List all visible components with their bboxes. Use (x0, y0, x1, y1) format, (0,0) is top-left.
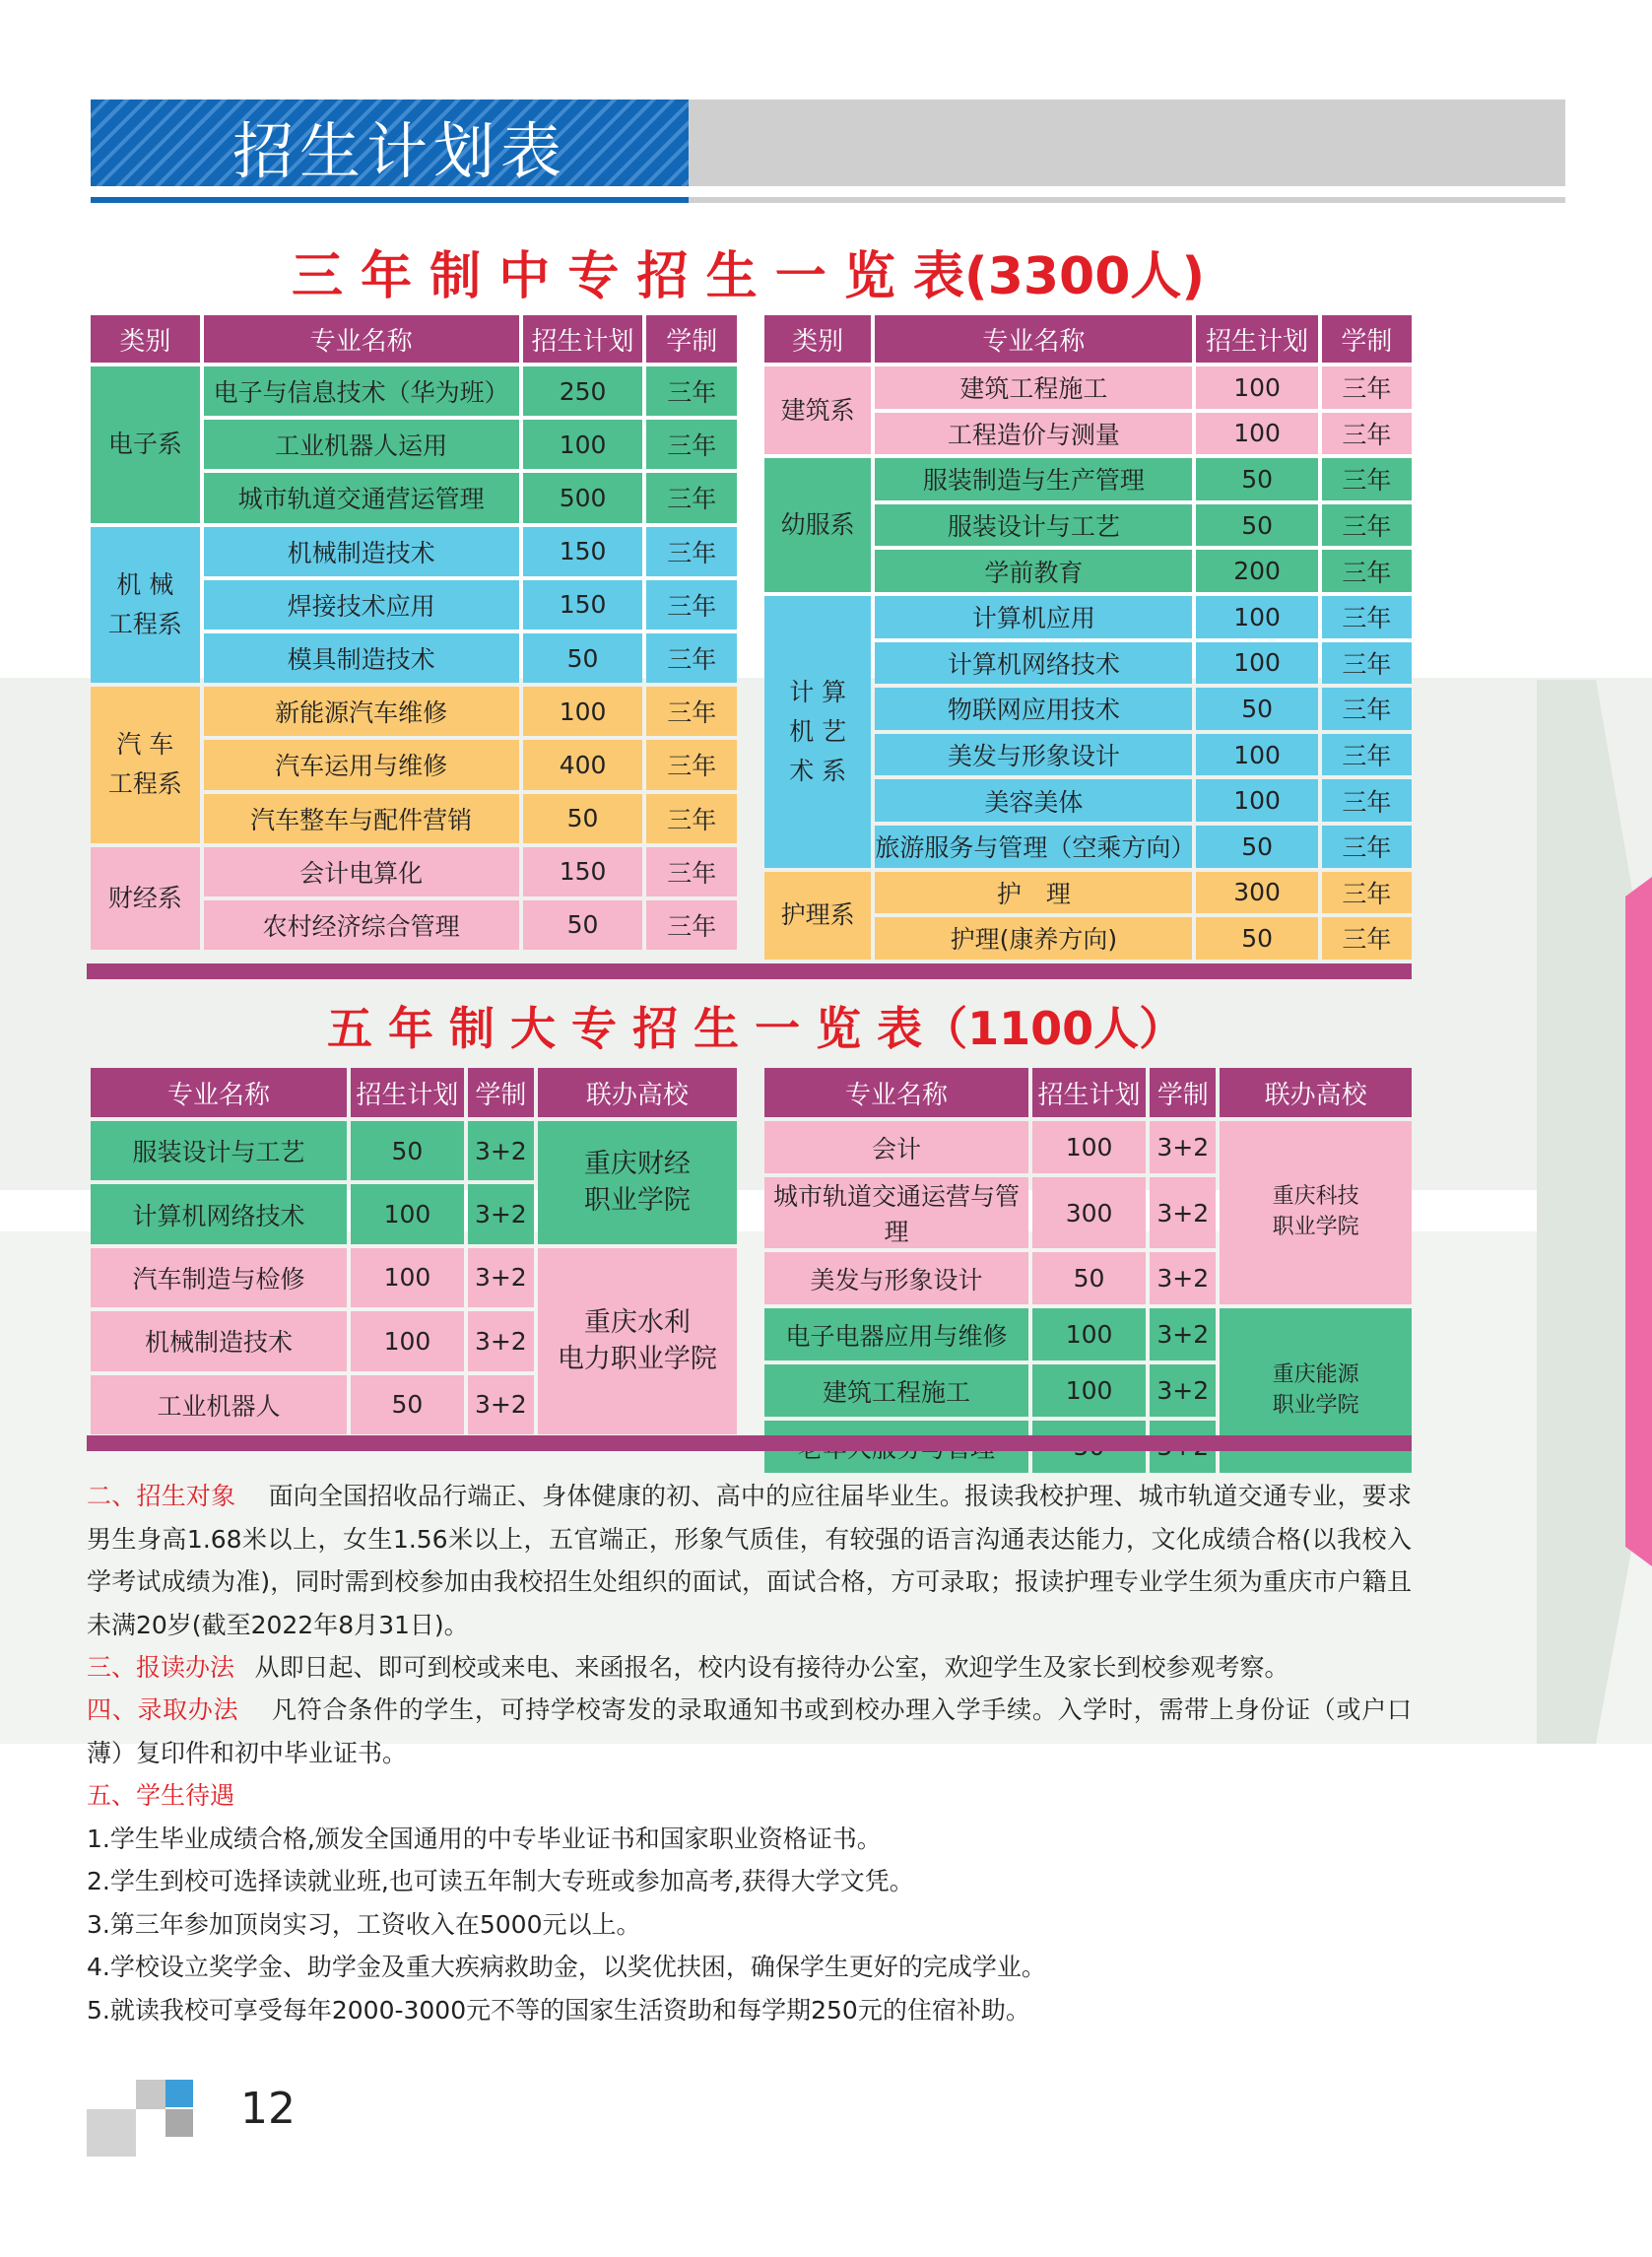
table-row (764, 366, 1412, 409)
major-cell: 城市轨道交通营运管理 (204, 473, 519, 522)
length-cell: 三年 (646, 794, 737, 843)
table-header-college: 联办高校 (538, 1068, 737, 1117)
plan-cell: 50 (1032, 1252, 1146, 1304)
section-4-body: 凡符合条件的学生，可持学校寄发的录取通知书或到校办理入学手续。入学时，需带上身份证（或户口薄）复印件和初中毕业证书。 (87, 1695, 1412, 1767)
table-header-major: 专业名称 (204, 315, 519, 363)
major-cell: 建筑工程施工 (875, 366, 1192, 409)
length-cell: 三年 (1322, 596, 1412, 638)
length-cell: 三年 (1322, 550, 1412, 592)
plan-cell: 150 (523, 847, 643, 896)
major-cell: 旅游服务与管理（空乘方向） (875, 826, 1192, 868)
plan-cell: 50 (523, 900, 643, 950)
major-cell: 电子与信息技术（华为班） (204, 366, 519, 416)
plan-cell: 50 (523, 794, 643, 843)
length-cell: 三年 (646, 687, 737, 736)
table-header-plan: 招生计划 (523, 315, 643, 363)
section-apply-method (87, 1646, 1412, 1690)
length-cell: 3+2 (468, 1184, 534, 1243)
plan-cell: 100 (351, 1184, 464, 1243)
major-cell: 计算机应用 (875, 596, 1192, 638)
category-cell: 汽 车 工程系 (91, 687, 200, 843)
length-cell: 3+2 (468, 1121, 534, 1180)
plan-cell: 50 (1196, 458, 1318, 500)
major-cell: 模具制造技术 (204, 633, 519, 683)
major-cell: 服装设计与工艺 (875, 504, 1192, 547)
table-header-length: 学制 (1150, 1068, 1216, 1117)
arrow-decoration (1537, 680, 1652, 1744)
footer-square-gray-mid (136, 2080, 165, 2109)
footer-square-gray-small (165, 2109, 193, 2137)
major-cell: 工业机器人 (91, 1375, 347, 1434)
table-header-category: 类别 (91, 315, 200, 363)
major-cell: 机械制造技术 (91, 1311, 347, 1370)
major-cell: 物联网应用技术 (875, 688, 1192, 730)
table-header-major: 专业名称 (764, 1068, 1028, 1117)
plan-cell: 100 (523, 420, 643, 469)
three-year-table-left (87, 311, 741, 954)
plan-cell: 100 (351, 1248, 464, 1307)
section-3-label: 三、报读办法 (87, 1653, 235, 1682)
length-cell: 三年 (1322, 413, 1412, 455)
major-cell: 农村经济综合管理 (204, 900, 519, 950)
table-header-category: 类别 (764, 315, 871, 363)
major-cell: 焊接技术应用 (204, 580, 519, 630)
category-cell: 建筑系 (764, 366, 871, 454)
length-cell: 3+2 (1150, 1364, 1216, 1417)
benefit-item: 3.第三年参加顶岗实习，工资收入在5000元以上。 (87, 1909, 641, 1939)
length-cell: 3+2 (1150, 1308, 1216, 1361)
length-cell: 三年 (1322, 642, 1412, 685)
plan-cell: 100 (1196, 366, 1318, 409)
length-cell: 三年 (646, 633, 737, 683)
plan-cell: 100 (1196, 734, 1318, 776)
benefit-item: 1.学生毕业成绩合格,颁发全国通用的中专毕业证书和国家职业资格证书。 (87, 1824, 882, 1853)
plan-cell: 50 (351, 1375, 464, 1434)
major-cell: 会计电算化 (204, 847, 519, 896)
table-row (91, 687, 737, 736)
length-cell: 三年 (1322, 872, 1412, 914)
plan-cell: 100 (1196, 779, 1318, 822)
length-cell: 3+2 (1150, 1252, 1216, 1304)
five-year-table-left (87, 1064, 741, 1438)
table-header-plan: 招生计划 (351, 1068, 464, 1117)
college-cell: 重庆科技 职业学院 (1220, 1121, 1412, 1304)
college-cell: 重庆能源 职业学院 (1220, 1308, 1412, 1473)
length-cell: 三年 (646, 580, 737, 630)
college-cell: 重庆水利 电力职业学院 (538, 1248, 737, 1434)
table-row (764, 1121, 1412, 1173)
major-cell: 工程造价与测量 (875, 413, 1192, 455)
length-cell: 三年 (1322, 917, 1412, 960)
section-2-body: 面向全国招收品行端正、身体健康的初、高中的应往届毕业生。报读我校护理、城市轨道交通专业，要求男生身高1.68米以上，女生1.56米以上，五官端正，形象气质佳，有较强的语言沟通表达能力，文化成绩合格(以我校入学考试成绩为准)，同时需到校参加由我校招生处组织的面试，面试合格，方可录取；报读护理专业学生须为重庆市户籍且未满20岁(截至2022年8月31日)。 (87, 1482, 1412, 1639)
length-cell: 三年 (1322, 458, 1412, 500)
length-cell: 3+2 (468, 1248, 534, 1307)
section-admission-method (87, 1689, 1412, 1774)
page-number: 12 (240, 2084, 296, 2134)
plan-cell: 300 (1032, 1177, 1146, 1248)
plan-cell: 500 (523, 473, 643, 522)
table-header-length: 学制 (468, 1068, 534, 1117)
plan-cell: 100 (523, 687, 643, 736)
header-underline-gray (689, 197, 1565, 203)
plan-cell: 250 (523, 366, 643, 416)
table-row (764, 458, 1412, 500)
plan-cell: 100 (1032, 1121, 1146, 1173)
table-header-major: 专业名称 (91, 1068, 347, 1117)
major-cell: 服装制造与生产管理 (875, 458, 1192, 500)
major-cell: 美发与形象设计 (875, 734, 1192, 776)
major-cell: 美容美体 (875, 779, 1192, 822)
table-row (91, 366, 737, 416)
major-cell: 计算机网络技术 (875, 642, 1192, 685)
three-year-title: 三 年 制 中 专 招 生 一 览 表(3300人) (292, 247, 1206, 306)
major-cell: 汽车制造与检修 (91, 1248, 347, 1307)
major-cell: 电子电器应用与维修 (764, 1308, 1028, 1361)
length-cell: 三年 (1322, 826, 1412, 868)
major-cell: 计算机网络技术 (91, 1184, 347, 1243)
table-header-length: 学制 (1322, 315, 1412, 363)
major-cell: 学前教育 (875, 550, 1192, 592)
length-cell: 三年 (646, 366, 737, 416)
five-year-table-right (760, 1064, 1416, 1477)
major-cell: 汽车运用与维修 (204, 740, 519, 789)
plan-cell: 50 (1196, 917, 1318, 960)
section-2-label: 二、招生对象 (87, 1482, 236, 1510)
five-year-title: 五 年 制 大 专 招 生 一 览 表（1100人） (327, 1002, 1185, 1055)
plan-cell: 100 (1032, 1364, 1146, 1417)
major-cell: 建筑工程施工 (764, 1364, 1028, 1417)
plan-cell: 400 (523, 740, 643, 789)
table-row (91, 527, 737, 576)
plan-cell: 150 (523, 580, 643, 630)
table-row (764, 1308, 1412, 1361)
benefit-item: 5.就读我校可享受每年2000-3000元不等的国家生活资助和每学期250元的住宿补助。 (87, 1995, 1030, 2025)
length-cell: 3+2 (1150, 1177, 1216, 1248)
length-cell: 三年 (646, 900, 737, 950)
length-cell: 三年 (1322, 734, 1412, 776)
category-cell: 财经系 (91, 847, 200, 950)
major-cell: 城市轨道交通运营与管理 (764, 1177, 1028, 1248)
category-cell: 幼服系 (764, 458, 871, 592)
college-cell: 重庆财经 职业学院 (538, 1121, 737, 1244)
table-divider-bar (87, 963, 1412, 979)
table-row (764, 596, 1412, 638)
benefit-item: 4.学校设立奖学金、助学金及重大疾病救助金，以奖优扶困，确保学生更好的完成学业。 (87, 1953, 1046, 1981)
major-cell: 汽车整车与配件营销 (204, 794, 519, 843)
category-cell: 电子系 (91, 366, 200, 523)
category-cell: 护理系 (764, 872, 871, 960)
length-cell: 3+2 (468, 1375, 534, 1434)
length-cell: 三年 (1322, 504, 1412, 547)
plan-cell: 100 (351, 1311, 464, 1370)
length-cell: 三年 (646, 527, 737, 576)
plan-cell: 100 (1196, 413, 1318, 455)
major-cell: 会计 (764, 1121, 1028, 1173)
plan-cell: 50 (1196, 826, 1318, 868)
plan-cell: 50 (523, 633, 643, 683)
length-cell: 三年 (1322, 688, 1412, 730)
header-underline (91, 197, 689, 203)
length-cell: 3+2 (468, 1311, 534, 1370)
table-row (91, 1248, 737, 1307)
table-header-major: 专业名称 (875, 315, 1192, 363)
length-cell: 三年 (646, 473, 737, 522)
section-student-benefits (87, 1774, 1417, 2031)
plan-cell: 100 (1196, 642, 1318, 685)
section-5-label: 五、学生待遇 (87, 1781, 235, 1810)
major-cell: 美发与形象设计 (764, 1252, 1028, 1304)
plan-cell: 150 (523, 527, 643, 576)
major-cell: 工业机器人运用 (204, 420, 519, 469)
major-cell: 机械制造技术 (204, 527, 519, 576)
table-header-length: 学制 (646, 315, 737, 363)
length-cell: 三年 (1322, 366, 1412, 409)
table-divider-bar-2 (87, 1435, 1412, 1451)
category-cell: 机 械 工程系 (91, 527, 200, 684)
section-4-label: 四、录取办法 (87, 1695, 239, 1724)
footer-square-blue (165, 2080, 193, 2107)
plan-cell: 100 (1032, 1308, 1146, 1361)
table-header-plan: 招生计划 (1196, 315, 1318, 363)
table-row (764, 872, 1412, 914)
category-cell: 计 算 机 艺 术 系 (764, 596, 871, 868)
length-cell: 三年 (646, 420, 737, 469)
plan-cell: 200 (1196, 550, 1318, 592)
major-cell: 护理(康养方向) (875, 917, 1192, 960)
table-row (91, 847, 737, 896)
page-title: 招生计划表 (232, 115, 568, 187)
table-header-plan: 招生计划 (1032, 1068, 1146, 1117)
benefit-item: 2.学生到校可选择读就业班,也可读五年制大专班或参加高考,获得大学文凭。 (87, 1867, 914, 1895)
length-cell: 三年 (1322, 779, 1412, 822)
plan-cell: 50 (351, 1121, 464, 1180)
footer-square-gray-large (87, 2109, 136, 2157)
section-3-body: 从即日起、即可到校或来电、来函报名，校内设有接待办公室，欢迎学生及家长到校参观考察。 (254, 1653, 1289, 1682)
plan-cell: 50 (1196, 688, 1318, 730)
length-cell: 3+2 (1150, 1121, 1216, 1173)
table-row (91, 1121, 737, 1180)
plan-cell: 50 (1196, 504, 1318, 547)
three-year-table-right (760, 311, 1416, 963)
major-cell: 新能源汽车维修 (204, 687, 519, 736)
length-cell: 三年 (646, 847, 737, 896)
section-recruit-target (87, 1475, 1412, 1646)
plan-cell: 300 (1196, 872, 1318, 914)
length-cell: 三年 (646, 740, 737, 789)
table-header-college: 联办高校 (1220, 1068, 1412, 1117)
plan-cell: 100 (1196, 596, 1318, 638)
major-cell: 服装设计与工艺 (91, 1121, 347, 1180)
major-cell: 护 理 (875, 872, 1192, 914)
